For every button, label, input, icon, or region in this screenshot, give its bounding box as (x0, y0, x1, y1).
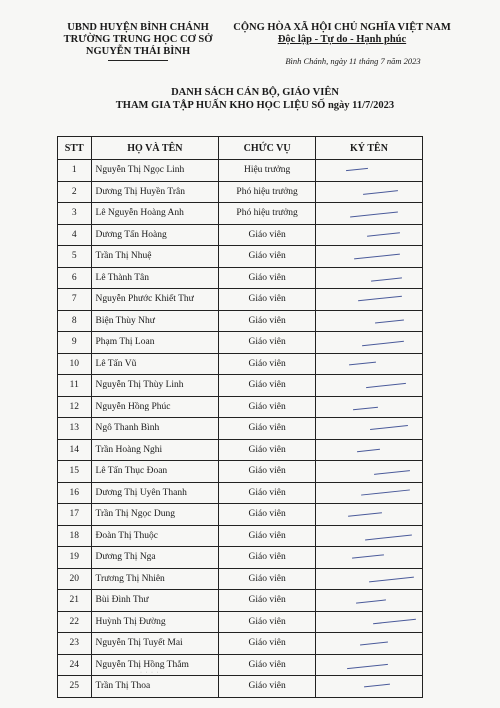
table-row (58, 396, 423, 418)
row-name: Nguyễn Phước Khiết Thư (91, 289, 219, 311)
row-name: Phạm Thị Loan (91, 332, 219, 354)
attendance-table (57, 136, 423, 698)
row-name: Dương Thị Nga (91, 547, 219, 569)
signature-mark (356, 599, 386, 603)
table-row (58, 418, 423, 440)
row-stt: 16 (58, 482, 92, 504)
row-stt: 3 (58, 203, 92, 225)
row-signature-cell (315, 504, 422, 526)
row-position: Phó hiệu trưởng (219, 181, 316, 203)
column-header-stt: STT (58, 137, 92, 160)
row-position: Giáo viên (219, 568, 316, 590)
row-position: Giáo viên (219, 310, 316, 332)
row-name: Dương Tấn Hoàng (91, 224, 219, 246)
row-name: Huỳnh Thị Đường (91, 611, 219, 633)
row-stt: 18 (58, 525, 92, 547)
signature-mark (348, 512, 382, 517)
table-row (58, 310, 423, 332)
document-date: Bình Chánh, ngày 11 tháng 7 năm 2023 (285, 56, 421, 66)
row-position: Giáo viên (219, 418, 316, 440)
row-signature-cell (315, 224, 422, 246)
row-name: Trần Thị Thoa (91, 676, 219, 698)
row-signature-cell (315, 461, 422, 483)
national-line-1: CỘNG HÒA XÃ HỘI CHỦ NGHĨA VIỆT NAM (233, 22, 451, 33)
row-position: Giáo viên (219, 590, 316, 612)
table-row (58, 332, 423, 354)
agency-line-2: TRƯỜNG TRUNG HỌC CƠ SỞ (63, 34, 213, 45)
row-position: Giáo viên (219, 676, 316, 698)
row-stt: 6 (58, 267, 92, 289)
row-name: Nguyễn Hồng Phúc (91, 396, 219, 418)
row-position: Giáo viên (219, 375, 316, 397)
row-signature-cell (315, 181, 422, 203)
row-signature-cell (315, 160, 422, 182)
row-stt: 8 (58, 310, 92, 332)
row-name: Dương Thị Huyền Trân (91, 181, 219, 203)
table-row (58, 461, 423, 483)
row-name: Lê Nguyễn Hoàng Anh (91, 203, 219, 225)
signature-mark (370, 425, 408, 430)
row-position: Giáo viên (219, 547, 316, 569)
table-row (58, 160, 423, 182)
row-signature-cell (315, 654, 422, 676)
row-name: Lê Tấn Vũ (91, 353, 219, 375)
row-signature-cell (315, 246, 422, 268)
row-position: Hiệu trưởng (219, 160, 316, 182)
signature-mark (367, 232, 400, 236)
signature-mark (365, 534, 412, 540)
signature-mark (353, 406, 378, 410)
row-position: Giáo viên (219, 525, 316, 547)
row-stt: 11 (58, 375, 92, 397)
row-position: Giáo viên (219, 246, 316, 268)
row-signature-cell (315, 203, 422, 225)
row-stt: 10 (58, 353, 92, 375)
row-signature-cell (315, 375, 422, 397)
footer-faint-marks: · · · · (140, 670, 160, 676)
row-name: Nguyễn Thị Thùy Linh (91, 375, 219, 397)
row-position: Giáo viên (219, 633, 316, 655)
table-row (58, 181, 423, 203)
table-row (58, 267, 423, 289)
signature-mark (346, 168, 368, 171)
row-stt: 7 (58, 289, 92, 311)
row-stt: 2 (58, 181, 92, 203)
column-header-name: HỌ VÀ TÊN (91, 137, 219, 160)
row-stt: 14 (58, 439, 92, 461)
table-row (58, 590, 423, 612)
row-signature-cell (315, 439, 422, 461)
row-stt: 15 (58, 461, 92, 483)
row-signature-cell (315, 418, 422, 440)
signature-mark (347, 663, 388, 668)
signature-mark (357, 448, 380, 451)
row-signature-cell (315, 676, 422, 698)
table-row (58, 203, 423, 225)
row-name: Nguyễn Thị Tuyết Mai (91, 633, 219, 655)
table-row (58, 611, 423, 633)
row-name: Trần Thị Ngọc Dung (91, 504, 219, 526)
table-row (58, 525, 423, 547)
row-position: Giáo viên (219, 353, 316, 375)
signature-mark (375, 319, 404, 323)
signature-mark (371, 277, 402, 281)
row-name: Biện Thùy Như (91, 310, 219, 332)
table-row (58, 439, 423, 461)
row-signature-cell (315, 289, 422, 311)
title-line-1: DANH SÁCH CÁN BỘ, GIÁO VIÊN (171, 87, 339, 98)
row-stt: 12 (58, 396, 92, 418)
row-signature-cell (315, 568, 422, 590)
row-name: Trần Thị Nhuệ (91, 246, 219, 268)
row-name: Đoàn Thị Thuộc (91, 525, 219, 547)
signature-mark (369, 576, 414, 582)
row-stt: 25 (58, 676, 92, 698)
signature-mark (352, 554, 384, 558)
agency-line-1: UBND HUYỆN BÌNH CHÁNH (67, 22, 209, 33)
agency-underline (108, 60, 168, 61)
row-name: Nguyễn Thị Ngọc Linh (91, 160, 219, 182)
signature-mark (361, 489, 410, 495)
table-body (58, 160, 423, 698)
row-signature-cell (315, 332, 422, 354)
row-signature-cell (315, 267, 422, 289)
national-motto: Độc lập - Tự do - Hạnh phúc (277, 34, 407, 45)
row-name: Lê Tấn Thục Đoan (91, 461, 219, 483)
signature-mark (358, 296, 402, 302)
signature-mark (349, 361, 376, 365)
row-name: Trương Thị Nhiên (91, 568, 219, 590)
row-stt: 20 (58, 568, 92, 590)
row-stt: 5 (58, 246, 92, 268)
row-position: Giáo viên (219, 504, 316, 526)
table-header-row (58, 137, 423, 160)
agency-line-3: NGUYỄN THÁI BÌNH (85, 46, 191, 57)
row-position: Giáo viên (219, 439, 316, 461)
row-signature-cell (315, 547, 422, 569)
table-row (58, 547, 423, 569)
row-name: Trần Hoàng Nghi (91, 439, 219, 461)
table-row (58, 633, 423, 655)
signature-mark (373, 618, 416, 623)
row-stt: 19 (58, 547, 92, 569)
agency-header (48, 22, 228, 61)
row-name: Bùi Đình Thư (91, 590, 219, 612)
signature-mark (374, 470, 410, 475)
row-stt: 9 (58, 332, 92, 354)
signature-mark (364, 684, 390, 688)
row-signature-cell (315, 353, 422, 375)
signature-mark (350, 211, 398, 217)
table-row (58, 224, 423, 246)
row-position: Giáo viên (219, 654, 316, 676)
table-row (58, 676, 423, 698)
signature-mark (363, 190, 398, 195)
row-stt: 13 (58, 418, 92, 440)
table-row (58, 289, 423, 311)
signature-mark (354, 254, 400, 260)
row-signature-cell (315, 310, 422, 332)
document-title (40, 86, 470, 112)
row-signature-cell (315, 482, 422, 504)
signature-mark (366, 383, 406, 388)
signature-mark (360, 642, 388, 646)
row-signature-cell (315, 590, 422, 612)
row-position: Giáo viên (219, 224, 316, 246)
row-stt: 17 (58, 504, 92, 526)
row-stt: 22 (58, 611, 92, 633)
row-name: Dương Thị Uyên Thanh (91, 482, 219, 504)
title-line-2: THAM GIA TẬP HUẤN KHO HỌC LIỆU SỐ ngày 11/7/2023 (115, 100, 395, 111)
table-row (58, 482, 423, 504)
table-row (58, 246, 423, 268)
table-row (58, 375, 423, 397)
row-signature-cell (315, 525, 422, 547)
table-row (58, 568, 423, 590)
row-signature-cell (315, 633, 422, 655)
row-stt: 23 (58, 633, 92, 655)
row-position: Giáo viên (219, 396, 316, 418)
row-stt: 4 (58, 224, 92, 246)
row-position: Phó hiệu trưởng (219, 203, 316, 225)
national-header (222, 22, 462, 46)
row-position: Giáo viên (219, 482, 316, 504)
row-stt: 24 (58, 654, 92, 676)
row-stt: 1 (58, 160, 92, 182)
row-name: Nguyễn Thị Hồng Thắm (91, 654, 219, 676)
row-position: Giáo viên (219, 332, 316, 354)
signature-mark (362, 341, 404, 346)
row-position: Giáo viên (219, 267, 316, 289)
row-stt: 21 (58, 590, 92, 612)
table-row (58, 353, 423, 375)
row-position: Giáo viên (219, 289, 316, 311)
row-signature-cell (315, 611, 422, 633)
table-row (58, 504, 423, 526)
row-position: Giáo viên (219, 611, 316, 633)
table-row (58, 654, 423, 676)
row-position: Giáo viên (219, 461, 316, 483)
column-header-signature: KÝ TÊN (315, 137, 422, 160)
row-name: Lê Thành Tân (91, 267, 219, 289)
row-signature-cell (315, 396, 422, 418)
row-name: Ngô Thanh Bình (91, 418, 219, 440)
column-header-position: CHỨC VỤ (219, 137, 316, 160)
